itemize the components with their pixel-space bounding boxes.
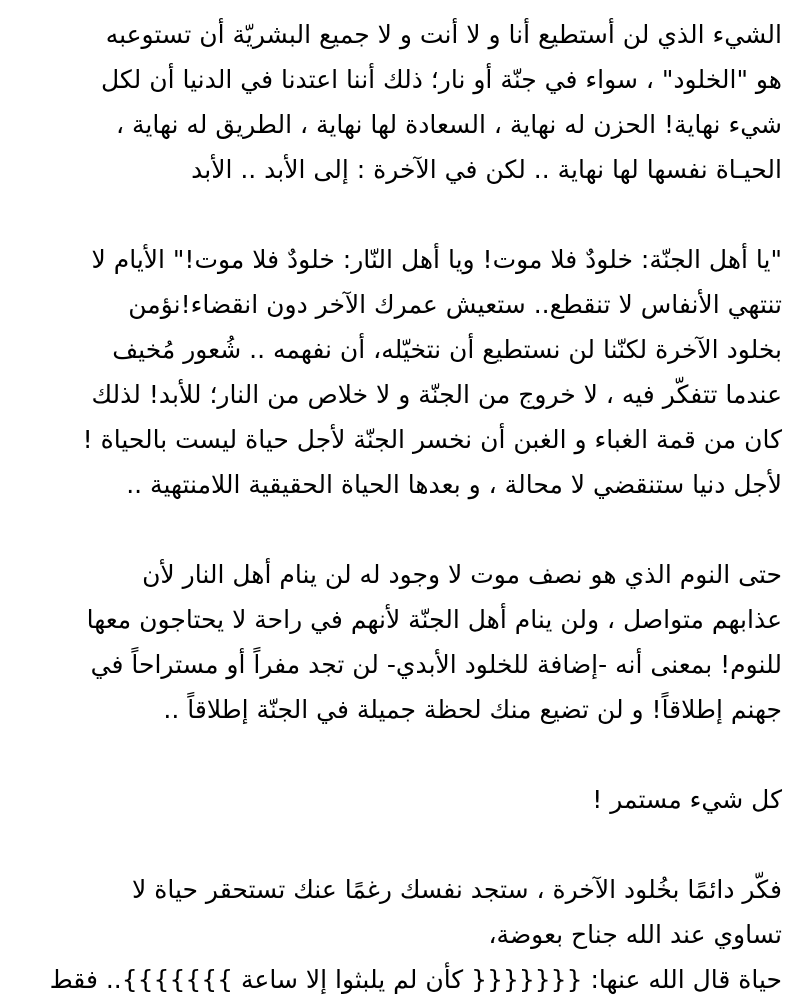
- text-line: الحيـاة نفسها لها نهاية .. لكن في الآخرة : إلى الأبد .. الأبد: [191, 155, 782, 184]
- paragraph-everything-continues: [32, 777, 782, 822]
- text-line: فكّر دائمًا بخُلود الآخرة ، ستجد نفسك رغمًا عنك تستحقر حياة لا: [132, 875, 782, 904]
- text-line: عذابهم متواصل ، ولن ينام أهل الجنّة لأنهم في راحة لا يحتاجون معها: [86, 605, 782, 634]
- paragraph-people-of-paradise: [32, 237, 782, 507]
- text-line: كان من قمة الغباء و الغبن أن نخسر الجنّة لأجل حياة ليست بالحياة !: [82, 425, 782, 454]
- text-line: عندما تتفكّر فيه ، لا خروج من الجنّة و لا خلاص من النار؛ للأبد! لذلك: [91, 380, 782, 409]
- text-line: كل شيء مستمر !: [592, 785, 782, 814]
- text-line: الشيء الذي لن أستطيع أنا و لا أنت و لا جميع البشريّة أن تستوعبه: [105, 20, 782, 49]
- text-line: بخلود الآخرة لكنّنا لن نستطيع أن نتخيّله، أن نفهمه .. شُعور مُخيف: [112, 335, 782, 364]
- text-line: "يا أهل الجنّة: خلودٌ فلا موت! ويا أهل النّار: خلودٌ فلا موت!" الأيام لا: [91, 245, 782, 274]
- text-line: تساوي عند الله جناح بعوضة،: [488, 920, 782, 949]
- paragraph-think-always: [32, 867, 782, 1002]
- text-line: جهنم إطلاقاً! و لن تضيع منك لحظة جميلة في الجنّة إطلاقاً ..: [163, 695, 782, 724]
- text-line: لأجل دنيا ستنقضي لا محالة ، و بعدها الحياة الحقيقية اللامنتهية ..: [126, 470, 782, 499]
- text-line: هو "الخلود" ، سواء في جنّة أو نار؛ ذلك أننا اعتدنا في الدنيا أن لكل: [100, 65, 782, 94]
- text-line: حتى النوم الذي هو نصف موت لا وجود له لن ينام أهل النار لأن: [142, 560, 782, 589]
- paragraph-no-sleep: [32, 552, 782, 732]
- text-line: تنتهي الأنفاس لا تنقطع.. ستعيش عمرك الآخر دون انقضاء!نؤمن: [128, 290, 782, 319]
- text-line: للنوم! بمعنى أنه -إضافة للخلود الأبدي- لن تجد مفراً أو مستراحاً في: [90, 650, 782, 679]
- paragraph-eternity-intro: [32, 12, 782, 192]
- text-line: حياة قال الله عنها: {{{{{{{ كأن لم يلبثوا إلا ساعة }}}}}}}.. فقط: [49, 965, 782, 994]
- text-line: شيء نهاية! الحزن له نهاية ، السعادة لها نهاية ، الطريق له نهاية ،: [115, 110, 782, 139]
